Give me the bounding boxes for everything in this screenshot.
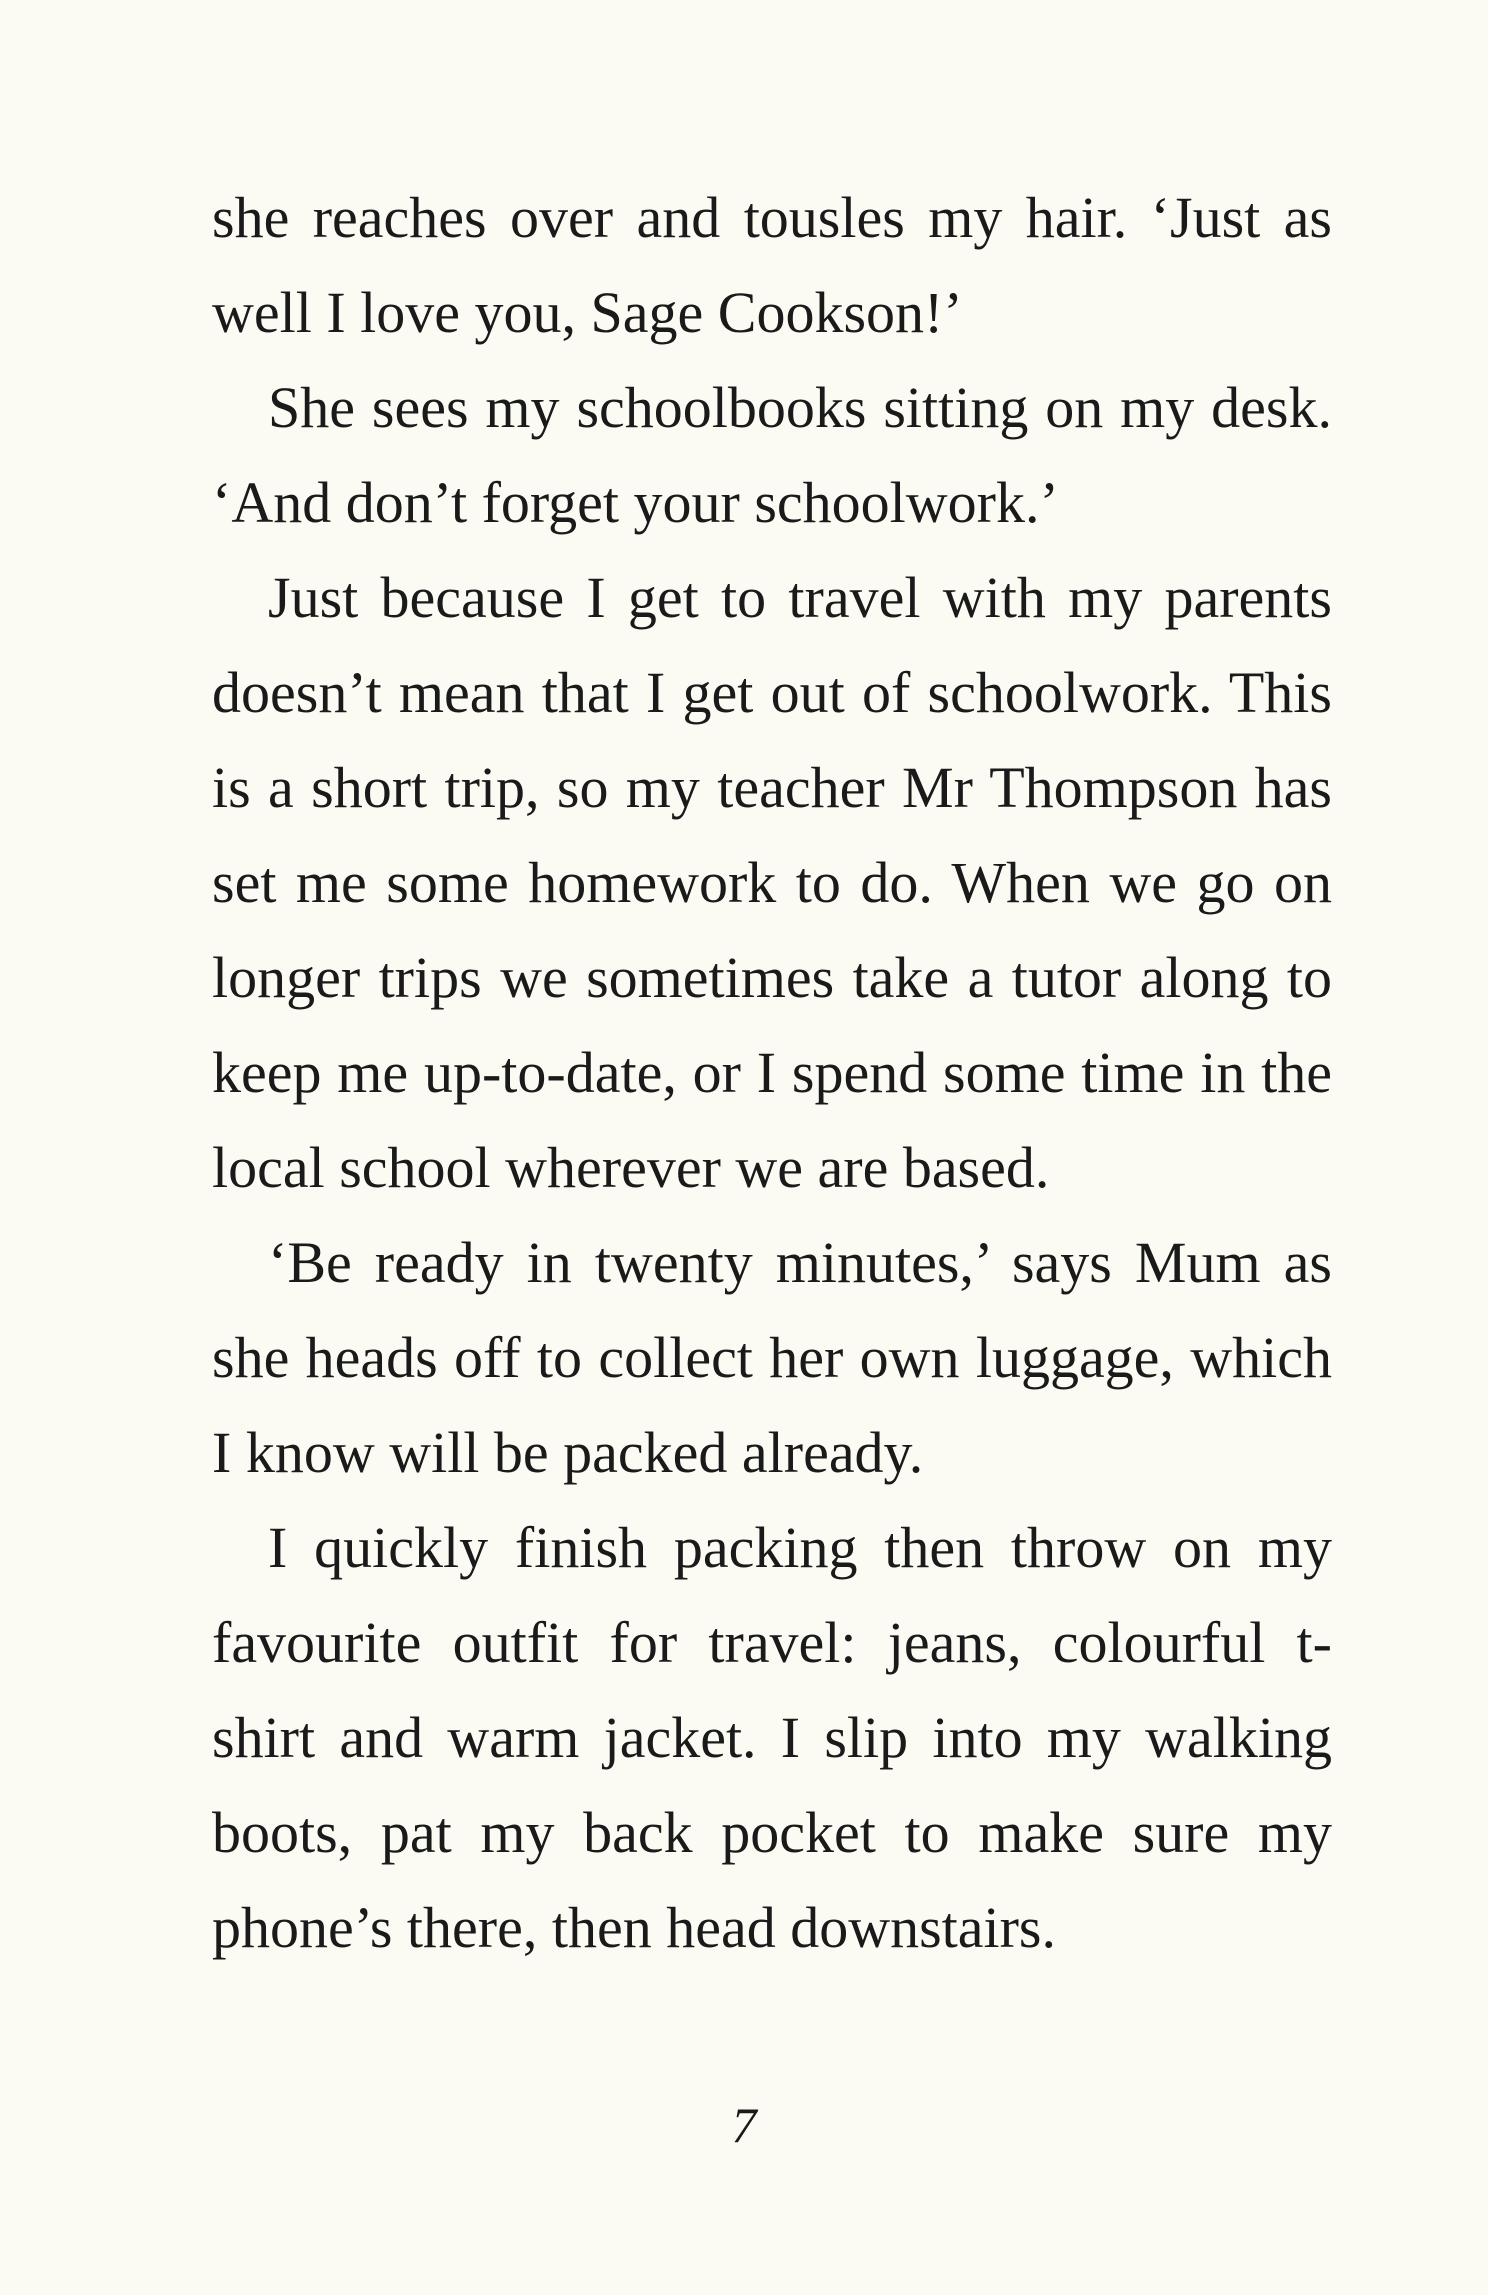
page-number: 7 (731, 2097, 757, 2153)
paragraph-2: She sees my schoolbooks sitting on my desk. ‘And don’t forget your schoolwork.’ (212, 375, 1332, 535)
paragraph-3: Just because I get to travel with my parents doesn’t mean that I get out of schoolwork. This is a short trip, so my teacher Mr Thompson has set me some homework to do. When we go on longer trips we sometimes take a tutor along to keep me up-to-date, or I spend some time in the local school wherever we are based. (212, 565, 1332, 1200)
paragraph-1: she reaches over and tousles my hair. ‘Just as well I love you, Sage Cookson!’ (212, 185, 1332, 345)
paragraph-4: ‘Be ready in twenty minutes,’ says Mum as she heads off to collect her own luggage, which I know will be packed already. (212, 1230, 1332, 1485)
paragraph-5: I quickly finish packing then throw on my favourite outfit for travel: jeans, colourful t-shirt and warm jacket. I slip into my walking boots, pat my back pocket to make sure my phone’s there, then head downstairs. (212, 1515, 1332, 1960)
body-text (212, 170, 1332, 1975)
